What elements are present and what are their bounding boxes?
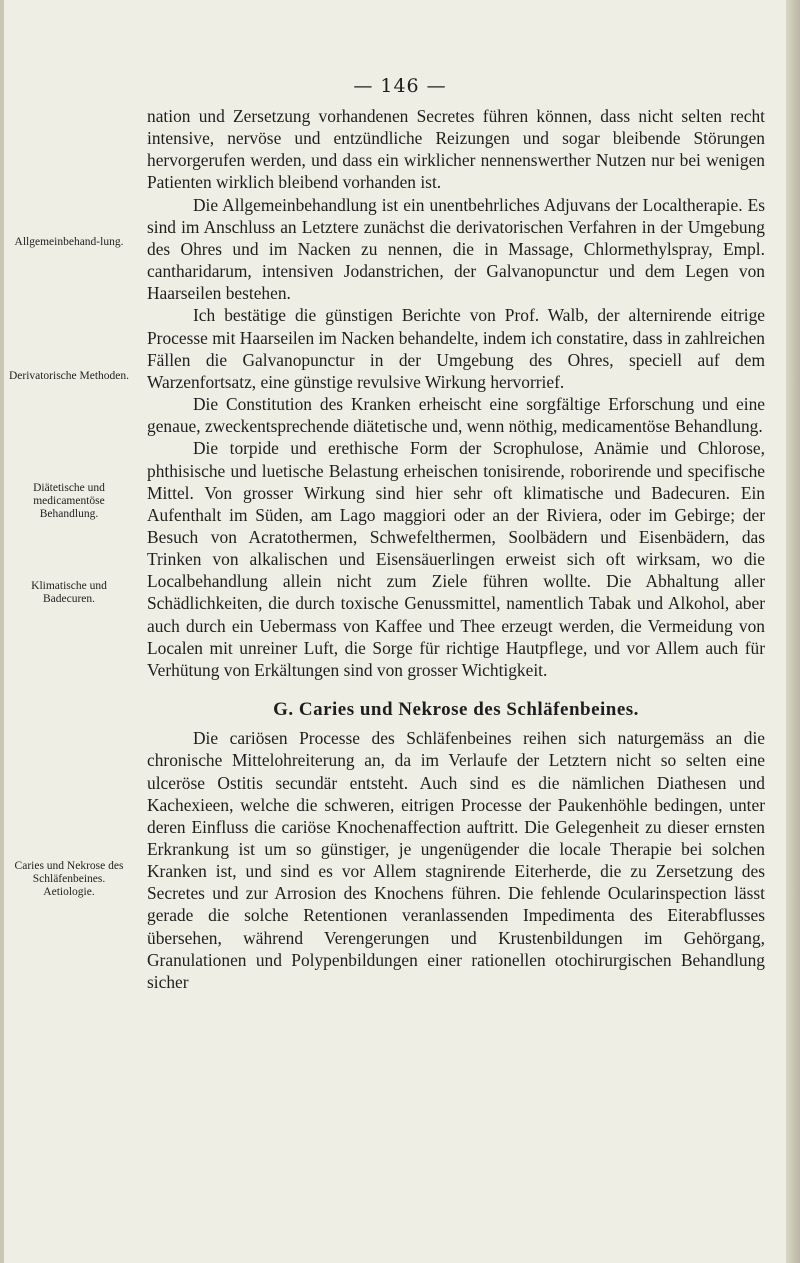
- section-heading: G. Caries und Nekrose des Schläfenbeines.: [273, 699, 639, 721]
- page-left-edge: [0, 0, 4, 1263]
- margin-note-allgemeinbehandlung: Allgemeinbehand-lung.: [14, 236, 124, 248]
- margin-note-diaetetische-behandlung: Diätetische und medicamentöse Behandlung.: [33, 482, 105, 520]
- paragraph-galvanopunctur: Ich bestätige die günstigen Berichte von Prof. Walb, der alternirende eitrige Processe mit Haarseilen im Nacken behandelte, indem ich constatire, dass in zahlreichen Fällen die Galvanopunctur in der Umgebung des Ohres, speciell auf dem Warzenfortsatz, eine günstige revulsive Wirkung hervorrief.: [147, 305, 765, 392]
- paragraph-allgemeinbehandlung: Die Allgemeinbehandlung ist ein unentbehrliches Adjuvans der Localtherapie. Es sind im Anschluss an Letztere zunächst die derivatorischen Verfahren in der Umgebung des Ohres und im Nacken zu nennen, die in Massage, Chlormethylspray, Empl. cantharidarum, intensiven Jodanstrichen, der Galvanopunctur und dem Legen von Haarseilen bestehen.: [147, 194, 765, 304]
- page-number: — 146 —: [353, 75, 447, 97]
- body-text: [147, 105, 765, 993]
- paragraph-carioese-processe: Die cariösen Processe des Schläfenbeines reihen sich naturgemäss an die chronische Mittelohreiterung an, da im Verlaufe der Letztern nicht so selten eine ulceröse Ostitis secundär entsteht. Auch sind es die nämlichen Diathesen und Kachexieen, welche die schweren, eitrigen Processe der Paukenhöhle bedingen, unter deren Einfluss die cariöse Knochenaffection auftritt. Die Gelegenheit zu dieser ernsten Erkrankung ist um so günstiger, je ungenügender die locale Therapie bei solchen Kranken ist, und sind es vor Allem stagnirende Eiterherde, die zu Zersetzung des Secretes und zur Arrosion des Knochens führen. Die fehlende Ocularinspection lässt gerade die solche Retentionen veranlassenden Impedimenta des Eiterabflusses übersehen, während Verengerungen und Krustenbildungen im Gehörgang, Granulationen und Polypenbildungen einer rationellen otochirurgischen Behandlung sicher: [147, 728, 765, 992]
- paragraph-continuation: nation und Zersetzung vorhandenen Secretes führen können, dass nicht selten recht intensive, nervöse und entzündliche Reizungen und sogar bleibende Störungen hervorgerufen werden, und dass ein wirklicher nennenswerther Nutzen nur bei wenigen Patienten wirklich bleibend vorhanden ist.: [147, 106, 765, 193]
- page-right-edge: [786, 0, 800, 1263]
- margin-note-klimatische-badecuren: Klimatische und Badecuren.: [31, 580, 107, 605]
- margin-note-derivatorische-methoden: Derivatorische Methoden.: [8, 370, 130, 382]
- paragraph-constitution: Die Constitution des Kranken erheischt eine sorgfältige Erforschung und eine genaue, zweckentsprechende diätetische und, wenn nöthig, medicamentöse Behandlung.: [147, 394, 765, 437]
- margin-note-caries-aetiologie: Caries und Nekrose des Schläfenbeines. Aetiologie.: [14, 860, 124, 898]
- paragraph-torpide-form: Die torpide und erethische Form der Scrophulose, Anämie und Chlorose, phthisische und luetische Belastung erheischen tonisirende, roborirende und specifische Mittel. Von grosser Wirkung sind hier sehr oft klimatische und Badecuren. Ein Aufenthalt im Süden, am Lago maggiori oder an der Riviera, oder im Gebirge; der Besuch von Acratothermen, Schwefelthermen, Soolbädern und Eisenbädern, das Trinken von alkalischen und Eisensäuerlingen erweist sich oft wirksam, wo die Localbehandlung allein nicht zum Ziele führen wollte. Die Abhaltung aller Schädlichkeiten, die durch toxische Genussmittel, namentlich Tabak und Alkohol, aber auch durch ein Uebermass von Kaffee und Thee erzeugt werden, die Vermeidung von Localen mit unreiner Luft, die Sorge für richtige Hautpflege, und vor Allem auch für Verhütung von Erkältungen sind von grosser Wichtigkeit.: [147, 438, 765, 680]
